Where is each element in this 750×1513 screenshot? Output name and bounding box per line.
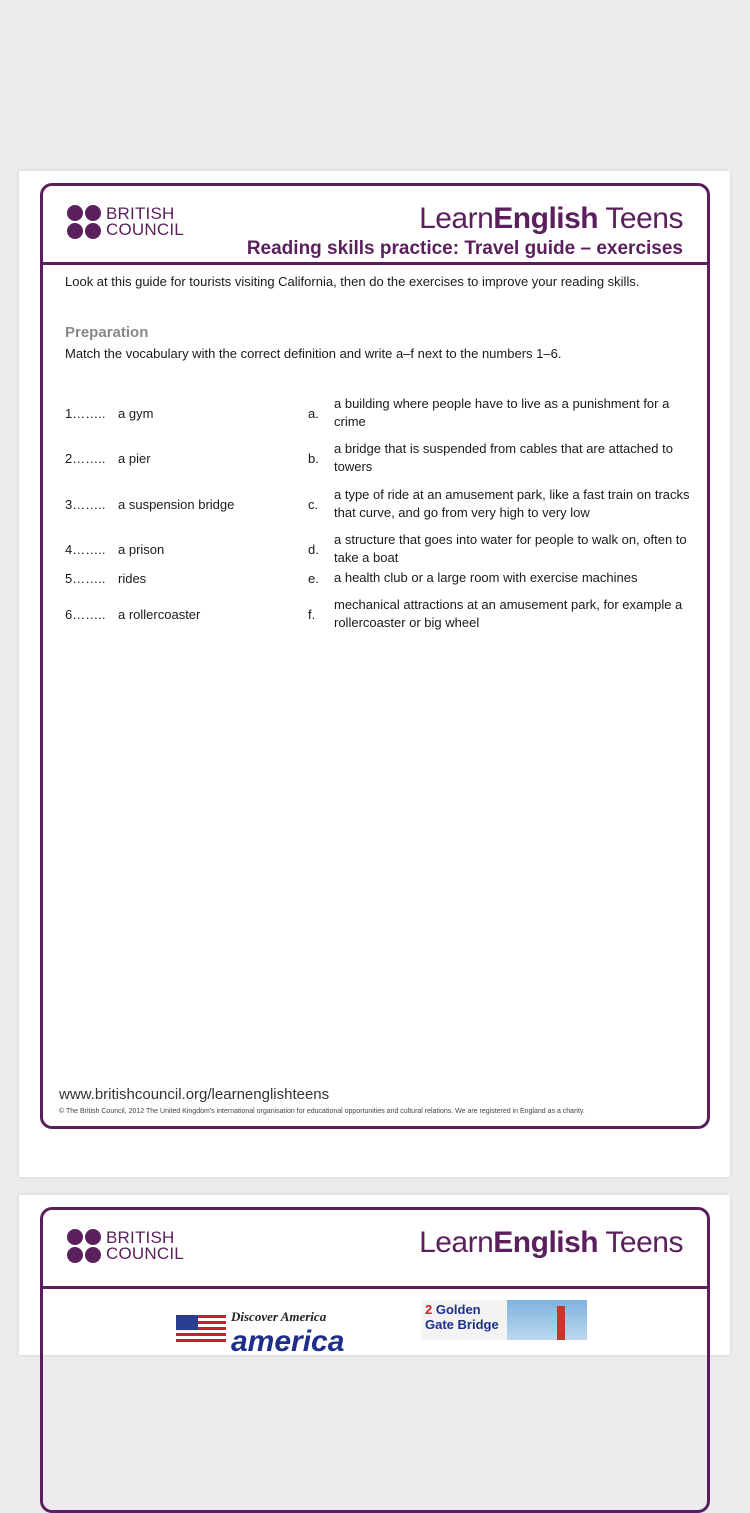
document-page-1 (19, 171, 730, 1177)
learnenglish-teens-logo: LearnEnglish Teens (419, 1226, 683, 1259)
page-frame (40, 183, 710, 1129)
list-item (65, 486, 689, 522)
instruction-text: Match the vocabulary with the correct definition and write a–f next to the numbers 1–6. (65, 346, 562, 361)
list-item (65, 440, 689, 476)
vocab-term: a rollercoaster (118, 606, 201, 622)
page-title: Reading skills practice: Travel guide – exercises (246, 238, 683, 259)
definition-text: a type of ride at an amusement park, like a fast train on tracks that curve, and go from very high to very low (334, 487, 690, 520)
definition-text: mechanical attractions at an amusement park, for example a rollercoaster or big wheel (334, 597, 683, 630)
america-word: america (231, 1325, 345, 1358)
discover-america-image (176, 1303, 386, 1358)
document-page-2 (19, 1195, 730, 1358)
vocab-term: rides (118, 570, 147, 586)
definition-text: a structure that goes into water for people to walk on, often to take a boat (334, 532, 687, 565)
vocab-term: a pier (118, 450, 151, 466)
list-item (65, 395, 689, 431)
golden-gate-photo (507, 1300, 587, 1340)
british-council-logo (67, 205, 184, 239)
vocab-term: a gym (118, 405, 154, 421)
answer-blank: 2…….. (65, 450, 106, 466)
footer-copyright: © The British Council, 2012 The United Kingdom's international organisation for educational opportunities and cultural relations. We are registered in England as a charity. (59, 1108, 585, 1115)
logo-dots-icon (67, 205, 101, 239)
definition-letter: f. (308, 606, 316, 622)
learnenglish-teens-logo: LearnEnglish Teens (419, 202, 683, 235)
logo-line-1: BRITISH (106, 204, 175, 223)
intro-text: Look at this guide for tourists visiting California, then do the exercises to improve your reading skills. (65, 274, 640, 289)
definition-text: a building where people have to live as a punishment for a crime (334, 396, 670, 429)
answer-blank: 4…….. (65, 541, 106, 557)
definition-letter: c. (308, 496, 319, 512)
british-council-logo (67, 1229, 184, 1263)
logo-dots-icon (67, 1229, 101, 1263)
discover-america-text: Discover America (231, 1309, 327, 1324)
page-frame (40, 1207, 710, 1513)
definition-letter: b. (308, 450, 319, 466)
list-item (65, 596, 689, 632)
golden-gate-card (421, 1300, 587, 1340)
definition-letter: e. (308, 570, 319, 586)
section-heading: Preparation (65, 324, 149, 341)
us-flag-icon (176, 1315, 226, 1345)
definition-text: a health club or a large room with exercise machines (334, 570, 638, 585)
logo-line-1: BRITISH (106, 1228, 175, 1247)
vocab-term: a suspension bridge (118, 496, 235, 512)
logo-line-2: COUNCIL (106, 220, 184, 239)
list-item (65, 531, 689, 567)
answer-blank: 1…….. (65, 405, 106, 421)
golden-gate-heading: 2 Golden Gate Bridge (425, 1302, 499, 1332)
header-divider (43, 1286, 707, 1289)
list-item (65, 568, 689, 588)
answer-blank: 5…….. (65, 570, 106, 586)
footer-url: www.britishcouncil.org/learnenglishteens (59, 1086, 330, 1103)
definition-letter: d. (308, 541, 319, 557)
definition-letter: a. (308, 405, 319, 421)
answer-blank: 6…….. (65, 606, 106, 622)
answer-blank: 3…….. (65, 496, 106, 512)
definition-text: a bridge that is suspended from cables that are attached to towers (334, 441, 673, 474)
document-body (65, 273, 690, 630)
logo-line-2: COUNCIL (106, 1244, 184, 1263)
header-divider (43, 262, 707, 265)
vocab-term: a prison (118, 541, 165, 557)
